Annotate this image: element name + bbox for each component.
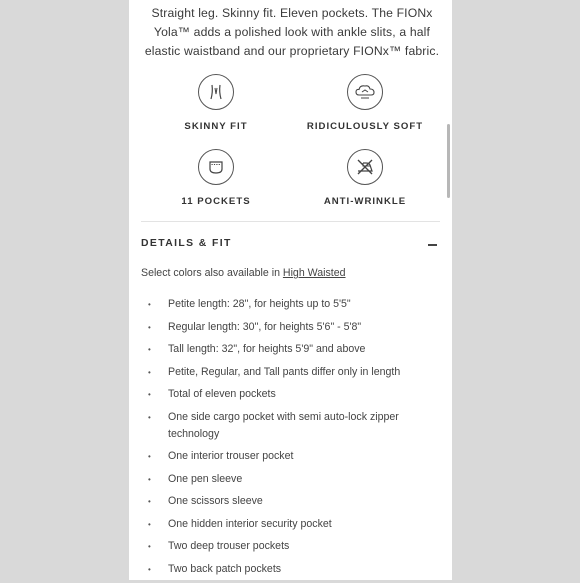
feature-label: RIDICULOUSLY SOFT bbox=[306, 121, 424, 132]
description-line: Straight leg. Skinny fit. Eleven pockets. The FIONx bbox=[151, 6, 433, 20]
cloud-icon bbox=[347, 74, 383, 110]
list-item: • Tall length: 32", for heights 5'9" and above bbox=[141, 341, 416, 358]
section-divider bbox=[141, 221, 440, 222]
feature-ridiculously-soft bbox=[295, 74, 435, 132]
list-item: • Two deep trouser pockets bbox=[141, 538, 416, 555]
list-item: • Two back patch pockets bbox=[141, 561, 416, 578]
list-item: • Petite, Regular, and Tall pants differ only in length bbox=[141, 364, 416, 381]
details-fit-title: DETAILS & FIT bbox=[141, 238, 232, 249]
details-list bbox=[141, 296, 416, 583]
feature-label: SKINNY FIT bbox=[184, 121, 248, 132]
scrollbar[interactable] bbox=[447, 124, 450, 198]
list-item: • One scissors sleeve bbox=[141, 493, 416, 510]
feature-skinny-fit bbox=[146, 74, 286, 132]
no-iron-icon bbox=[347, 149, 383, 185]
feature-label: ANTI-WRINKLE bbox=[323, 196, 407, 207]
colors-note bbox=[141, 267, 346, 279]
details-fit-accordion-toggle[interactable] bbox=[141, 236, 439, 254]
list-item: • One interior trouser pocket bbox=[141, 448, 416, 465]
high-waisted-link[interactable]: High Waisted bbox=[282, 267, 346, 279]
list-item: • Regular length: 30", for heights 5'6" - 5'8" bbox=[141, 319, 416, 336]
product-description bbox=[142, 4, 442, 61]
feature-11-pockets bbox=[146, 149, 286, 207]
minus-icon[interactable] bbox=[428, 244, 437, 246]
skinny-fit-icon bbox=[198, 74, 234, 110]
list-item: • One side cargo pocket with semi auto-lock zipper technology bbox=[141, 409, 416, 443]
list-item: • One pen sleeve bbox=[141, 471, 416, 488]
description-line: Yola™ adds a polished look with ankle slits, a half bbox=[153, 25, 431, 39]
description-line: elastic waistband and our proprietary FIONx™ fabric. bbox=[144, 44, 440, 58]
list-item: • Total of eleven pockets bbox=[141, 386, 416, 403]
colors-note-text: Select colors also available in bbox=[141, 267, 283, 279]
pocket-icon bbox=[198, 149, 234, 185]
list-item: • One hidden interior security pocket bbox=[141, 516, 416, 533]
list-item: • Petite length: 28", for heights up to 5'5" bbox=[141, 296, 416, 313]
feature-anti-wrinkle bbox=[295, 149, 435, 207]
feature-label: 11 POCKETS bbox=[181, 196, 251, 207]
